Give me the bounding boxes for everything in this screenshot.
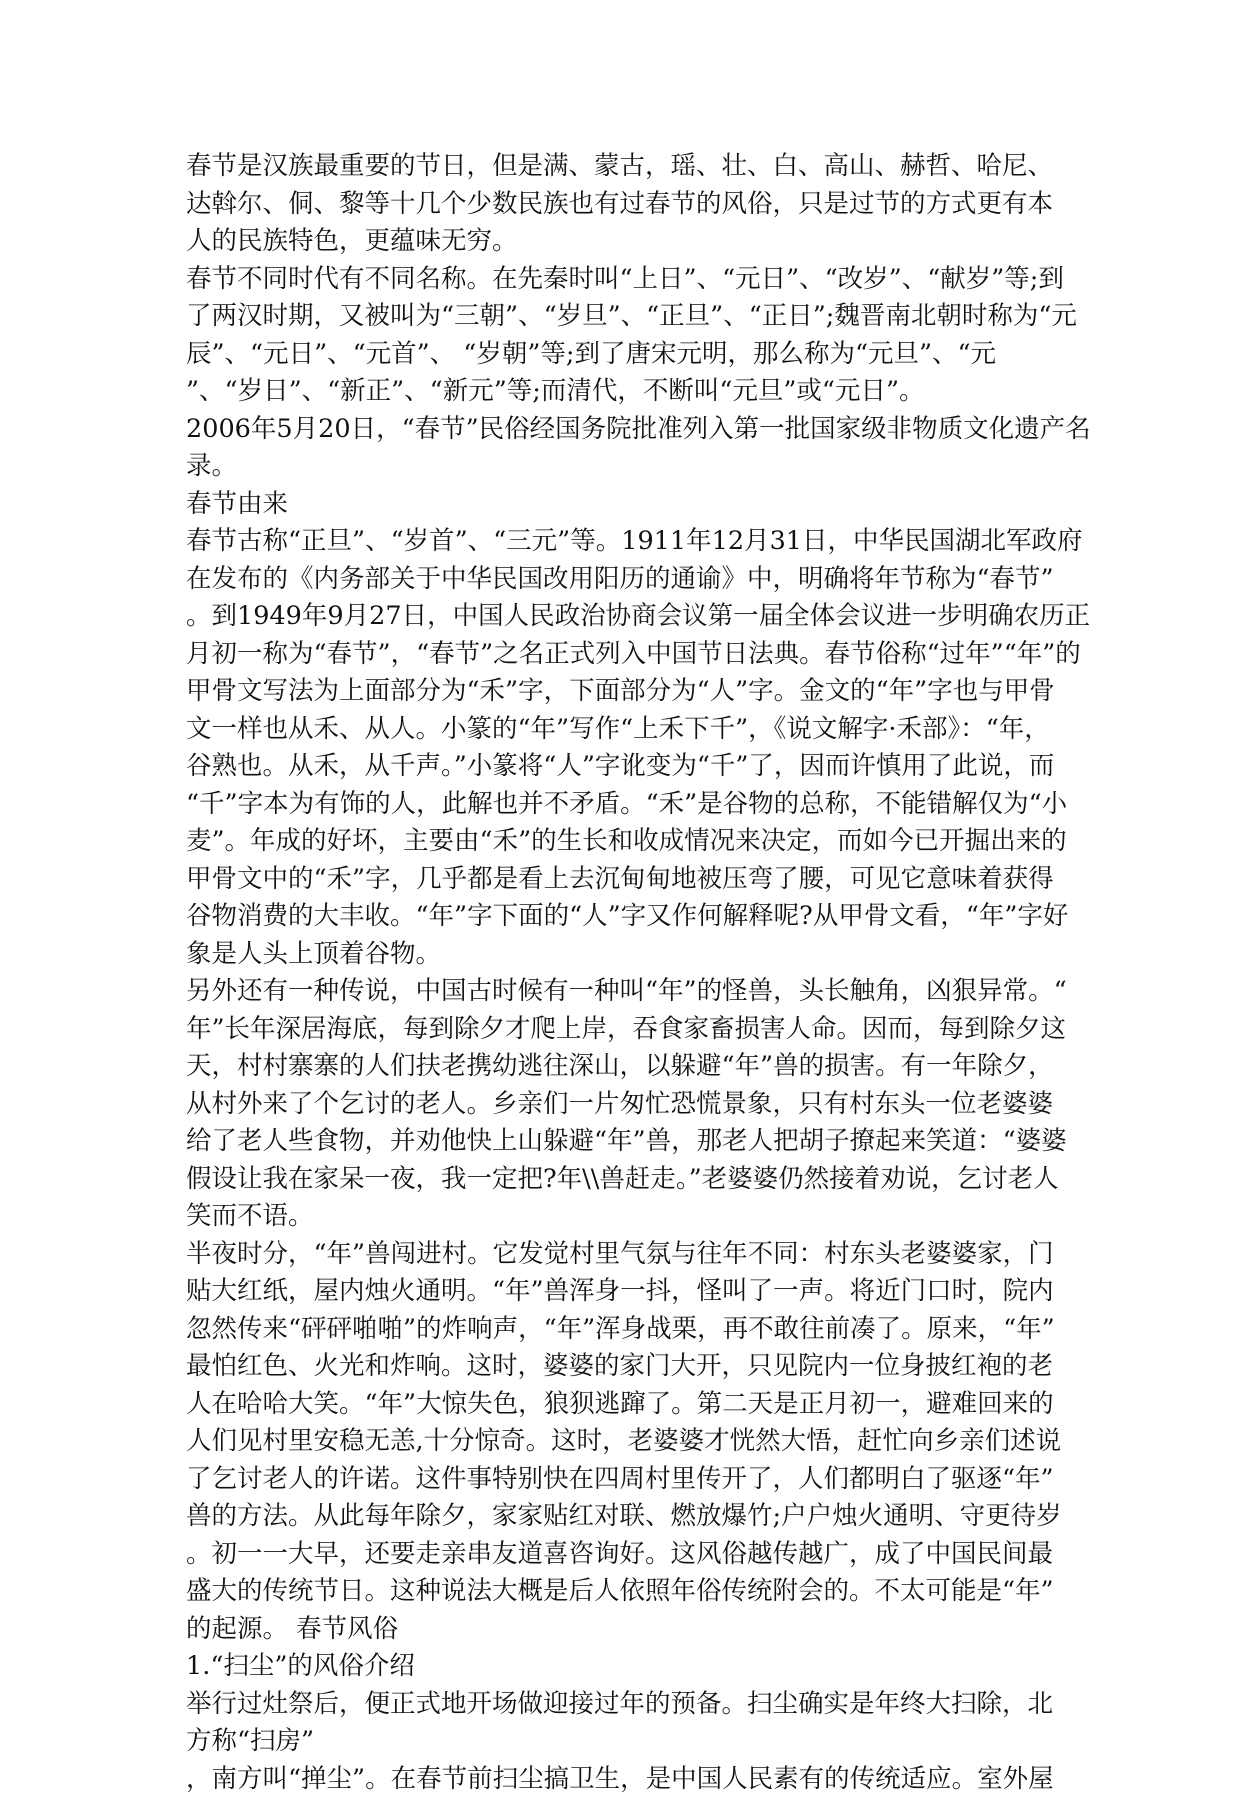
text-line: 辰”、“元日”、“元首”、 “岁朝”等;到了唐宋元明，那么称为“元旦”、“元 [186, 336, 1058, 374]
text-line: 。初一一大早，还要走亲串友道喜咨询好。这风俗越传越广，成了中国民间最 [186, 1536, 1058, 1574]
text-line: 半夜时分，“年”兽闯进村。它发觉村里气氛与往年不同：村东头老婆婆家，门 [186, 1236, 1058, 1274]
text-line: “千”字本为有饰的人，此解也并不矛盾。“禾”是谷物的总称，不能错解仅为“小 [186, 786, 1058, 824]
text-line: 甲骨文中的“禾”字，几乎都是看上去沉甸甸地被压弯了腰，可见它意味着获得 [186, 861, 1058, 899]
text-line: 方称“扫房” [186, 1723, 1058, 1761]
text-line: 另外还有一种传说，中国古时候有一种叫“年”的怪兽，头长触角，凶狠异常。“ [186, 973, 1058, 1011]
text-line: 笑而不语。 [186, 1198, 1058, 1236]
subsection-heading: 1.“扫尘”的风俗介绍 [186, 1648, 1058, 1686]
text-line: 兽的方法。从此每年除夕，家家贴红对联、燃放爆竹;户户烛火通明、守更待岁 [186, 1498, 1058, 1536]
text-line: 谷物消费的大丰收。“年”字下面的“人”字又作何解释呢?从甲骨文看，“年”字好 [186, 898, 1058, 936]
text-line: 达斡尔、侗、黎等十几个少数民族也有过春节的风俗，只是过节的方式更有本 [186, 186, 1058, 224]
document-body [186, 148, 1058, 1798]
text-line: 从村外来了个乞讨的老人。乡亲们一片匆忙恐慌景象，只有村东头一位老婆婆 [186, 1086, 1058, 1124]
text-line: 2006年5月20日，“春节”民俗经国务院批准列入第一批国家级非物质文化遗产名 [186, 411, 1058, 449]
text-line: 麦”。年成的好坏，主要由“禾”的生长和收成情况来决定，而如今已开掘出来的 [186, 823, 1058, 861]
text-line: 春节不同时代有不同名称。在先秦时叫“上日”、“元日”、“改岁”、“献岁”等;到 [186, 261, 1058, 299]
text-line: 月初一称为“春节”，“春节”之名正式列入中国节日法典。春节俗称“过年”“年”的 [186, 636, 1058, 674]
text-line: 了乞讨老人的许诺。这件事特别快在四周村里传开了，人们都明白了驱逐“年” [186, 1461, 1058, 1499]
text-line: 人的民族特色，更蕴味无穷。 [186, 223, 1058, 261]
text-line: 。到1949年9月27日，中国人民政治协商会议第一届全体会议进一步明确农历正 [186, 598, 1058, 636]
text-line: 贴大红纸，屋内烛火通明。“年”兽浑身一抖，怪叫了一声。将近门口时，院内 [186, 1273, 1058, 1311]
text-line: ”、“岁日”、“新正”、“新元”等;而清代，不断叫“元旦”或“元日”。 [186, 373, 1058, 411]
text-line: 象是人头上顶着谷物。 [186, 936, 1058, 974]
text-line: 甲骨文写法为上面部分为“禾”字，下面部分为“人”字。金文的“年”字也与甲骨 [186, 673, 1058, 711]
text-line: 春节古称“正旦”、“岁首”、“三元”等。1911年12月31日，中华民国湖北军政府 [186, 523, 1058, 561]
text-line: 人们见村里安稳无恙,十分惊奇。这时，老婆婆才恍然大悟，赶忙向乡亲们述说 [186, 1423, 1058, 1461]
text-line: 文一样也从禾、从人。小篆的“年”写作“上禾下千”，《说文解字·禾部》：“年， [186, 711, 1058, 749]
text-line: 举行过灶祭后，便正式地开场做迎接过年的预备。扫尘确实是年终大扫除，北 [186, 1686, 1058, 1724]
text-line: 最怕红色、火光和炸响。这时，婆婆的家门大开，只见院内一位身披红袍的老 [186, 1348, 1058, 1386]
text-line: 的起源。 春节风俗 [186, 1611, 1058, 1649]
text-line: 天，村村寨寨的人们扶老携幼逃往深山，以躲避“年”兽的损害。有一年除夕， [186, 1048, 1058, 1086]
text-line: 录。 [186, 448, 1058, 486]
section-heading: 春节由来 [186, 486, 1058, 524]
text-line: 春节是汉族最重要的节日，但是满、蒙古，瑶、壮、白、高山、赫哲、哈尼、 [186, 148, 1058, 186]
text-line: 盛大的传统节日。这种说法大概是后人依照年俗传统附会的。不太可能是“年” [186, 1573, 1058, 1611]
text-line: 人在哈哈大笑。“年”大惊失色，狼狈逃蹿了。第二天是正月初一，避难回来的 [186, 1386, 1058, 1424]
text-line: 假设让我在家呆一夜，我一定把?年\\兽赶走。”老婆婆仍然接着劝说，乞讨老人 [186, 1161, 1058, 1199]
text-line: 在发布的《内务部关于中华民国改用阳历的通谕》中，明确将年节称为“春节” [186, 561, 1058, 599]
text-line: 年”长年深居海底，每到除夕才爬上岸，吞食家畜损害人命。因而，每到除夕这 [186, 1011, 1058, 1049]
text-line: 了两汉时期，又被叫为“三朝”、“岁旦”、“正旦”、“正日”;魏晋南北朝时称为“元 [186, 298, 1058, 336]
text-line: 忽然传来“砰砰啪啪”的炸响声，“年”浑身战栗，再不敢往前凑了。原来，“年” [186, 1311, 1058, 1349]
text-line: 给了老人些食物，并劝他快上山躲避“年”兽，那老人把胡子撩起来笑道：“婆婆 [186, 1123, 1058, 1161]
text-line: ，南方叫“掸尘”。在春节前扫尘搞卫生，是中国人民素有的传统适应。室外屋 [186, 1761, 1058, 1798]
text-line: 谷熟也。从禾，从千声。”小篆将“人”字讹变为“千”了，因而许慎用了此说，而 [186, 748, 1058, 786]
